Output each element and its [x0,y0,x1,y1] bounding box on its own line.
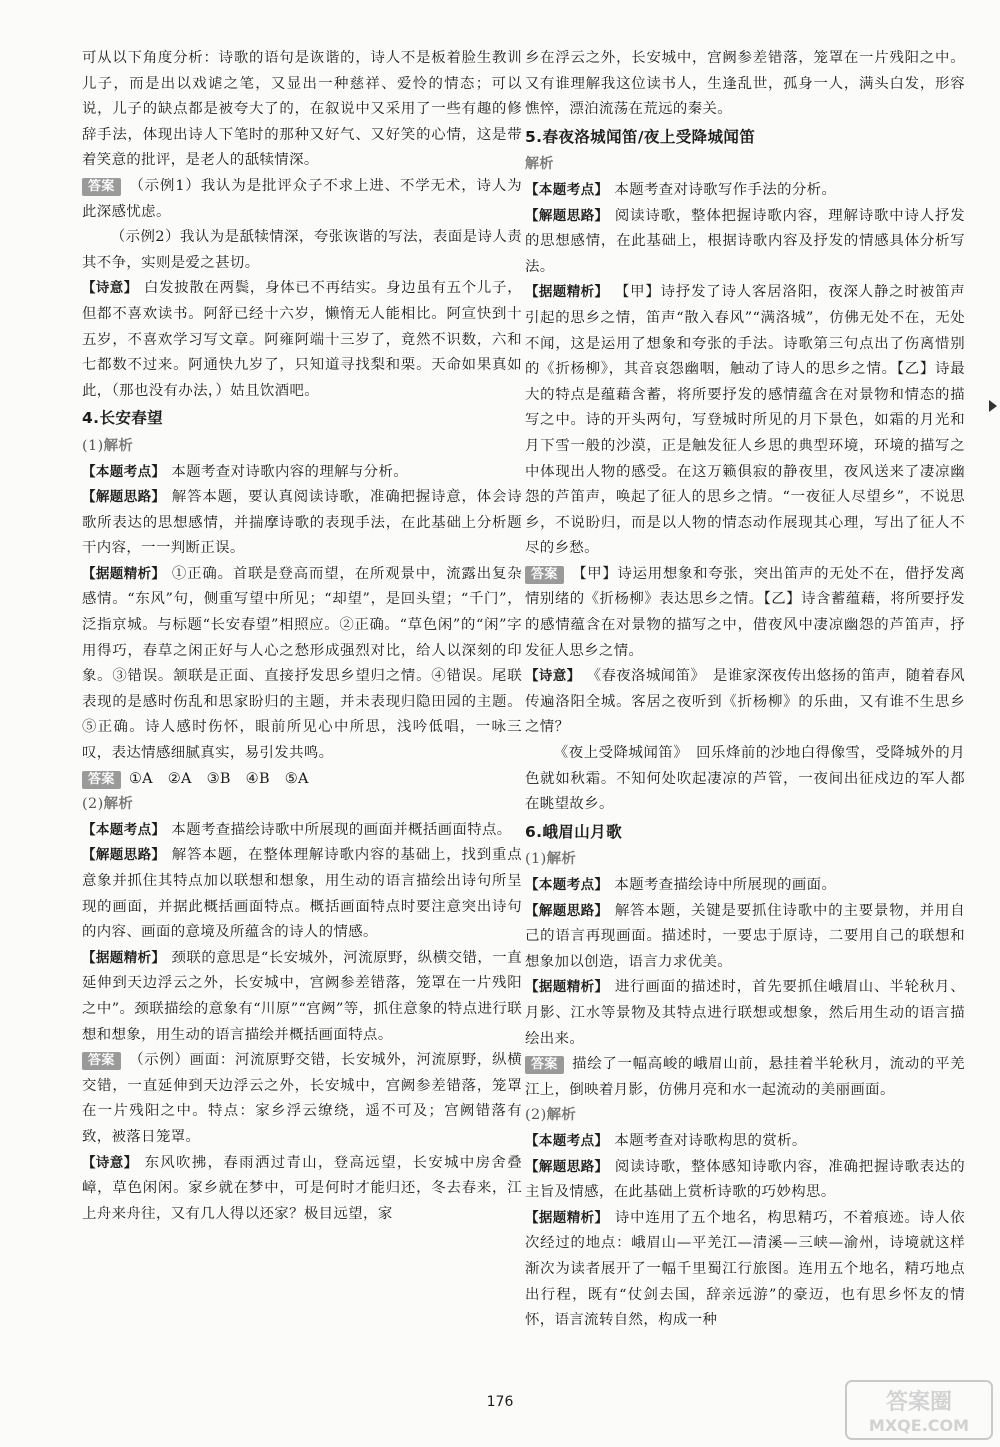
paragraph-text: 阅读诗歌，整体感知诗歌内容，准确把握诗歌表达的主旨及情感，在此基础上赏析诗歌的巧妙构思。 [525,1158,965,1201]
paragraph-text: 解答本题，在整体理解诗歌内容的基础上，找到重点意象并抓住其特点加以联想和想象，用生动的语言描绘出诗句所呈现的画面，并据此概括画面特点。概括画面特点时要注意突出诗句的内容、画面的意境及所蕴含的诗人的情感。 [82,847,522,941]
section-tag: 【诗意】 [82,280,138,297]
svg-text:答案圈: 答案圈 [885,1390,953,1415]
sub-question-number: (2) [525,1107,547,1124]
tagged-paragraph [525,1206,965,1334]
tagged-paragraph [82,460,522,486]
paragraph-text: 解答本题，要认真阅读诗歌，准确把握诗意，体会诗歌所表达的思想感情，并揣摩诗歌的表现手法，在此基础上分析题干内容，一一判断正误。 [82,489,522,557]
section-tag: 【本题考点】 [82,821,166,838]
paragraph-text: 解答本题，关键是要抓住诗歌中的主要景物，并用自己的语言再现画面。描述时，一要忠于原诗，二要用自己的联想和想象加以创造，语言力求优美。 [525,902,965,970]
section-tag: 【解题思路】 [525,207,609,224]
tagged-paragraph [525,204,965,281]
section-tag: 【本题考点】 [525,181,609,198]
analysis-label: 解析 [103,796,134,813]
paragraph-text: 《春夜洛城闻笛》 是谁家深夜传出悠扬的笛声，随着春风传遍洛阳全城。客居之夜听到《折杨柳》的乐曲，又有谁不生思乡之情？ [525,668,965,736]
tagged-paragraph [82,485,522,562]
answer-badge: 答案 [525,566,564,584]
answer-badge: 答案 [525,1056,564,1074]
paragraph-text: 阅读诗歌，整体把握诗歌内容，理解诗歌中诗人抒发的思想感情，在此基础上，根据诗歌内容及抒发的情感具体分析写法。 [525,207,965,275]
paragraph: 乡在浮云之外，长安城中，宫阙参差错落，笼罩在一片残阳之中。又有谁理解我这位读书人，生逢乱世，孤身一人，满头白发，形容憔悴，漂泊流荡在荒远的秦关。 [525,50,965,118]
section-heading: 4.长安春望 [82,409,164,428]
answer-text: 【甲】诗运用想象和夸张，突出笛声的无处不在，借抒发离情别绪的《折杨柳》表达思乡之情。【乙】诗含蓄蕴藉，将所要抒发的感情蕴含在对景物的描写之中，借夜风中凄凉幽怨的芦笛声，抒发征人思乡之情。 [525,565,965,659]
section-tag: 【据题精析】 [82,949,166,966]
paragraph: 可从以下角度分析：诗歌的语句是诙谐的，诗人不是板着脸生教训儿子，而是出以戏谑之笔，又显出一种慈祥、爱怜的情态；可以说，儿子的缺点都是被夸大了的，在叙说中又采用了一些有趣的修辞手法，体现出诗人下笔时的那种又好气、又好笑的心情，这是带着笑意的批评，是老人的舐犊情深。 [82,50,522,169]
tagged-paragraph [82,1151,522,1228]
answer-paragraph [525,1052,965,1103]
svg-text:MXQE.COM: MXQE.COM [868,1416,970,1435]
answer-paragraph [525,562,965,664]
section-tag: 【据题精析】 [525,979,609,996]
tagged-paragraph [525,899,965,976]
answer-text: 描绘了一幅高峻的峨眉山前，悬挂着半轮秋月，流动的平羌江上，倒映着月影，仿佛月亮和水一起流动的美丽画面。 [525,1056,965,1098]
answer-badge: 答案 [82,178,121,196]
tagged-paragraph [82,276,522,404]
answer-badge: 答案 [82,771,121,789]
section-tag: 【解题思路】 [82,847,166,864]
sub-question-header [82,434,522,460]
section-tag: 【本题考点】 [82,463,166,480]
section-heading: 5.春夜洛城闻笛/夜上受降城闻笛 [525,127,756,146]
section-tag: 【本题考点】 [525,1132,609,1149]
left-column [82,46,522,1227]
sub-question-header [82,792,522,818]
answer-badge: 答案 [82,1052,121,1070]
paragraph-text: 进行画面的描述时，首先要抓住峨眉山、半轮秋月、月影、江水等景物及其特点进行联想或想象，然后用生动的语言描绘出来。 [525,979,965,1047]
section-tag: 【据题精析】 [525,1209,609,1226]
sub-question-header [525,847,965,873]
answer-text: ①A ②A ③B ④B ⑤A [128,770,309,787]
paragraph-text: 诗中连用了五个地名，构思精巧，不着痕迹。诗人依次经过的地点：峨眉山—平羌江—清溪—三峡—渝州，诗境就这样渐次为读者展开了一幅千里蜀江行旅图。连用五个地名，精巧地点出行程，既有“仗剑去国，辞亲远游”的豪迈，也有思乡怀友的情怀，语言流转自然，构成一种 [525,1209,965,1329]
tagged-paragraph [525,280,965,562]
paragraph: （示例2）我认为是舐犊情深，夸张诙谐的写法，表面是诗人责其不争，实则是爱之甚切。 [82,229,522,271]
section-tag: 【诗意】 [82,1154,138,1171]
tagged-paragraph [82,818,522,844]
paragraph-text: 本题考查描绘诗歌中所展现的画面并概括画面特点。 [171,821,512,838]
answer-text: （示例1）我认为是批评众子不求上进、不学无术，诗人为此深感忧虑。 [82,177,522,220]
tagged-paragraph [82,843,522,945]
answer-paragraph [82,1048,522,1150]
watermark-logo [844,1379,994,1441]
analysis-label: 解析 [103,437,134,454]
analysis-label: 解析 [546,851,577,868]
page-edge-mark [988,398,998,414]
tagged-paragraph [525,178,965,204]
analysis-label: 解析 [525,156,554,173]
tagged-paragraph [525,1129,965,1155]
tagged-paragraph [525,664,965,741]
analysis-label: 解析 [546,1107,577,1124]
sub-question-number: (1) [82,437,104,454]
section-tag: 【据题精析】 [82,565,166,582]
section-tag: 【本题考点】 [525,877,609,893]
page-number: 176 [486,1394,514,1410]
paragraph-text: 白发披散在两鬓，身体已不再结实。身边虽有五个儿子，但都不喜欢读书。阿舒已经十六岁，懒惰无人能相比。阿宣快到十五岁，不喜欢学习写文章。阿雍阿端十三岁了，竟然不识数，六和七都数不过来。阿通快九岁了，只知道寻找梨和栗。天命如果真如此，（那也没有办法，）姑且饮酒吧。 [82,280,522,399]
section-tag: 【解题思路】 [525,1158,609,1175]
paragraph: 《夜上受降城闻笛》 回乐烽前的沙地白得像雪，受降城外的月色就如秋霜。不知何处吹起凄凉的芦管，一夜间出征戍边的军人都在眺望故乡。 [525,745,965,813]
answer-paragraph [82,767,522,793]
tagged-paragraph [82,946,522,1048]
right-column [525,46,965,1334]
section-heading: 6.峨眉山月歌 [525,822,622,841]
tagged-paragraph [525,873,965,899]
paragraph-text: 本题考查对诗歌构思的赏析。 [614,1132,807,1149]
paragraph-text: 东风吹拂，春雨洒过青山，登高远望，长安城中房舍叠嶂，草色闲闲。家乡就在梦中，可是何时才能归还，冬去春来，江上舟来舟往，又有几人得以还家？极目远望，家 [82,1154,522,1222]
section-tag: 【诗意】 [525,668,581,685]
paragraph-text: 本题考查对诗歌写作手法的分析。 [614,181,837,198]
tagged-paragraph [525,1155,965,1206]
sub-question-number: (2) [82,796,104,813]
paragraph-text: 本题考查对诗歌内容的理解与分析。 [171,463,409,480]
paragraph-text: 【甲】诗抒发了诗人客居洛阳，夜深人静之时被笛声引起的思乡之情，笛声“散入春风”“满洛城”，仿佛无处不在，无处不闻，这是运用了想象和夸张的手法。诗歌第三句点出了伤离惜别的《折杨柳》，其音哀怨幽咽，触动了诗人的思乡之情。【乙】诗最大的特点是蕴藉含蓄，将所要抒发的感情蕴含在对景物和情态的描写之中。诗的开头两句，写登城时所见的月下景色，如霜的月光和月下雪一般的沙漠，正是触发征人乡思的典型环境，环境的描写之中体现出人物的感受。在这万籁俱寂的静夜里，夜风送来了凄凉幽怨的芦笛声，唤起了征人的思乡之情。“一夜征人尽望乡”，不说思乡，不说盼归，而是以人物的情态动作展现其心理，写出了征人不尽的乡愁。 [525,284,965,557]
tagged-paragraph [82,562,522,767]
paragraph-text: 本题考查描绘诗中所展现的画面。 [614,877,837,893]
section-tag: 【解题思路】 [525,902,609,919]
paragraph-text: 颈联的意思是“长安城外，河流原野，纵横交错，一直延伸到天边浮云之外，长安城中，宫阙参差错落，笼罩在一片残阳之中”。颈联描绘的意象有“川原”“宫阙”等，抓住意象的特点进行联想和想象，用生动的语言描绘并概括画面特点。 [82,949,522,1043]
sub-question-header [525,1103,965,1129]
answer-paragraph [82,174,522,225]
sub-question-number: (1) [525,851,547,868]
tagged-paragraph [525,975,965,1052]
paragraph-text: ①正确。首联是登高而望，在所观景中，流露出复杂感情。“东风”句，侧重写望中所见；“却望”，是回头望；“千门”，泛指京城。与标题“长安春望”相照应。②正确。“草色闲”的“闲”字用得巧，春草之闲正好与人心之愁形成强烈对比，给人以深刻的印象。③错误。颔联是正面、直接抒发思乡望归之情。④错误。尾联表现的是感时伤乱和思家盼归的主题，并未表现归隐田园的主题。⑤正确。诗人感时伤怀，眼前所见心中所思，浅吟低唱，一咏三叹，表达情感细腻真实，易引发共鸣。 [82,565,522,762]
section-tag: 【据题精析】 [525,284,609,301]
answer-text: （示例）画面：河流原野交错，长安城外，河流原野，纵横交错，一直延伸到天边浮云之外，长安城中，宫阙参差错落，笼罩在一片残阳之中。特点：家乡浮云缭绕，遥不可及；宫阙错落有致，被落日笼罩。 [82,1052,522,1145]
section-tag: 【解题思路】 [82,489,166,506]
